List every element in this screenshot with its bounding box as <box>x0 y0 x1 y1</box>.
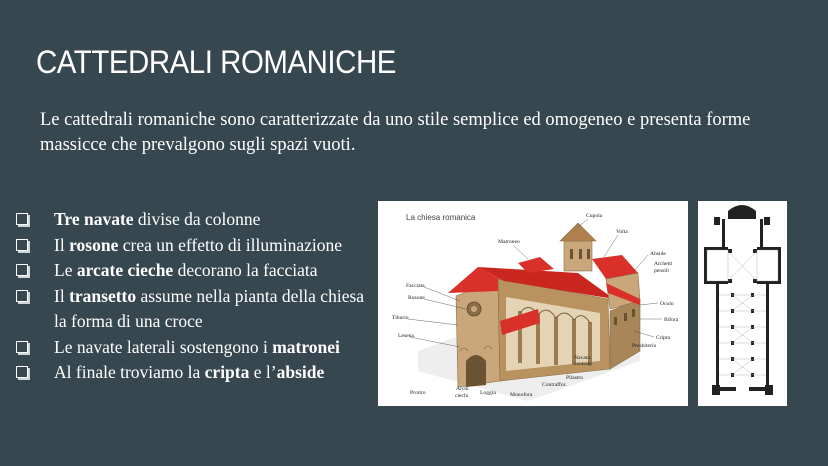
intro-paragraph: Le cattedrali romaniche sono caratterizzate da uno stile semplice ed omogeneo e presenta forme massicce che prevalgono sugli spazi vuoti. <box>40 110 751 155</box>
item-text: Il <box>54 234 70 255</box>
item-text: e l’ <box>249 362 277 382</box>
bold-term: arcate cieche <box>76 260 174 280</box>
checkbox-bullet-icon <box>16 239 28 251</box>
item-text: Il <box>54 285 70 306</box>
checkbox-bullet-icon <box>16 341 28 353</box>
cathedral-cutaway-image <box>378 201 688 406</box>
bold-term: matronei <box>272 336 340 357</box>
label-bifora: Bifora <box>664 317 679 323</box>
label-abside: Abside <box>650 251 666 257</box>
label-ciechi: ciechi <box>455 393 469 399</box>
label-tiburio: Tiburio <box>392 315 409 321</box>
checkbox-bullet-icon <box>16 213 28 225</box>
label-archi: Archi <box>456 386 469 392</box>
item-text: assume nella pianta della chiesa la forma di una croce <box>54 285 365 331</box>
label-navata: Navata <box>574 355 590 361</box>
feature-list <box>16 207 376 386</box>
list-item <box>16 207 376 233</box>
list-item <box>16 360 376 386</box>
bold-term: Tre navate <box>54 209 134 229</box>
item-text: Al finale troviamo la <box>54 362 205 382</box>
list-item <box>16 258 376 284</box>
label-pilastro: Pilastro <box>566 375 584 381</box>
checkbox-bullet-icon <box>16 366 28 378</box>
list-item <box>16 284 376 335</box>
label-archetti: Archetti <box>654 261 673 267</box>
label-loggia: Loggia <box>480 390 496 396</box>
bold-term: rosone <box>69 234 119 255</box>
label-contrafforte: Contraffor. <box>542 382 567 388</box>
bold-term: abside <box>276 362 325 382</box>
checkbox-bullet-icon <box>16 264 28 276</box>
label-facciata: Facciata <box>406 283 425 289</box>
figure-header: La chiesa romanica <box>406 213 476 222</box>
list-item <box>16 233 376 259</box>
label-pensili: pensili <box>654 268 669 274</box>
bold-term: cripta <box>204 362 250 382</box>
item-text: Le navate laterali sostengono i <box>54 336 273 357</box>
bold-term: transetto <box>69 285 137 306</box>
slide-title: CATTEDRALI ROMANICHE <box>36 44 396 80</box>
floor-plan-illustration <box>698 201 787 406</box>
list-item <box>16 335 376 361</box>
label-matroneo: Matroneo <box>498 239 520 245</box>
label-presbiterio: Presbiterio <box>632 343 657 349</box>
item-text: decorano la facciata <box>173 260 318 280</box>
item-text: divise da colonne <box>133 209 261 229</box>
label-centrale: centrale <box>574 361 592 367</box>
item-text: crea un effetto di illuminazione <box>118 234 343 255</box>
label-protiro: Protiro <box>410 390 426 396</box>
checkbox-bullet-icon <box>16 290 28 302</box>
label-cripta: Cripta <box>656 335 670 341</box>
label-monofora: Monofora <box>510 392 533 398</box>
label-rosone: Rosone <box>408 295 425 301</box>
cathedral-illustration <box>378 201 688 406</box>
label-lesena: Lesena <box>398 333 414 339</box>
label-volta: Volta <box>616 229 628 235</box>
label-cupola: Cupola <box>586 213 603 219</box>
floor-plan-image <box>698 201 787 406</box>
label-oculo: Oculo <box>660 301 674 307</box>
item-text: Le <box>54 260 77 280</box>
